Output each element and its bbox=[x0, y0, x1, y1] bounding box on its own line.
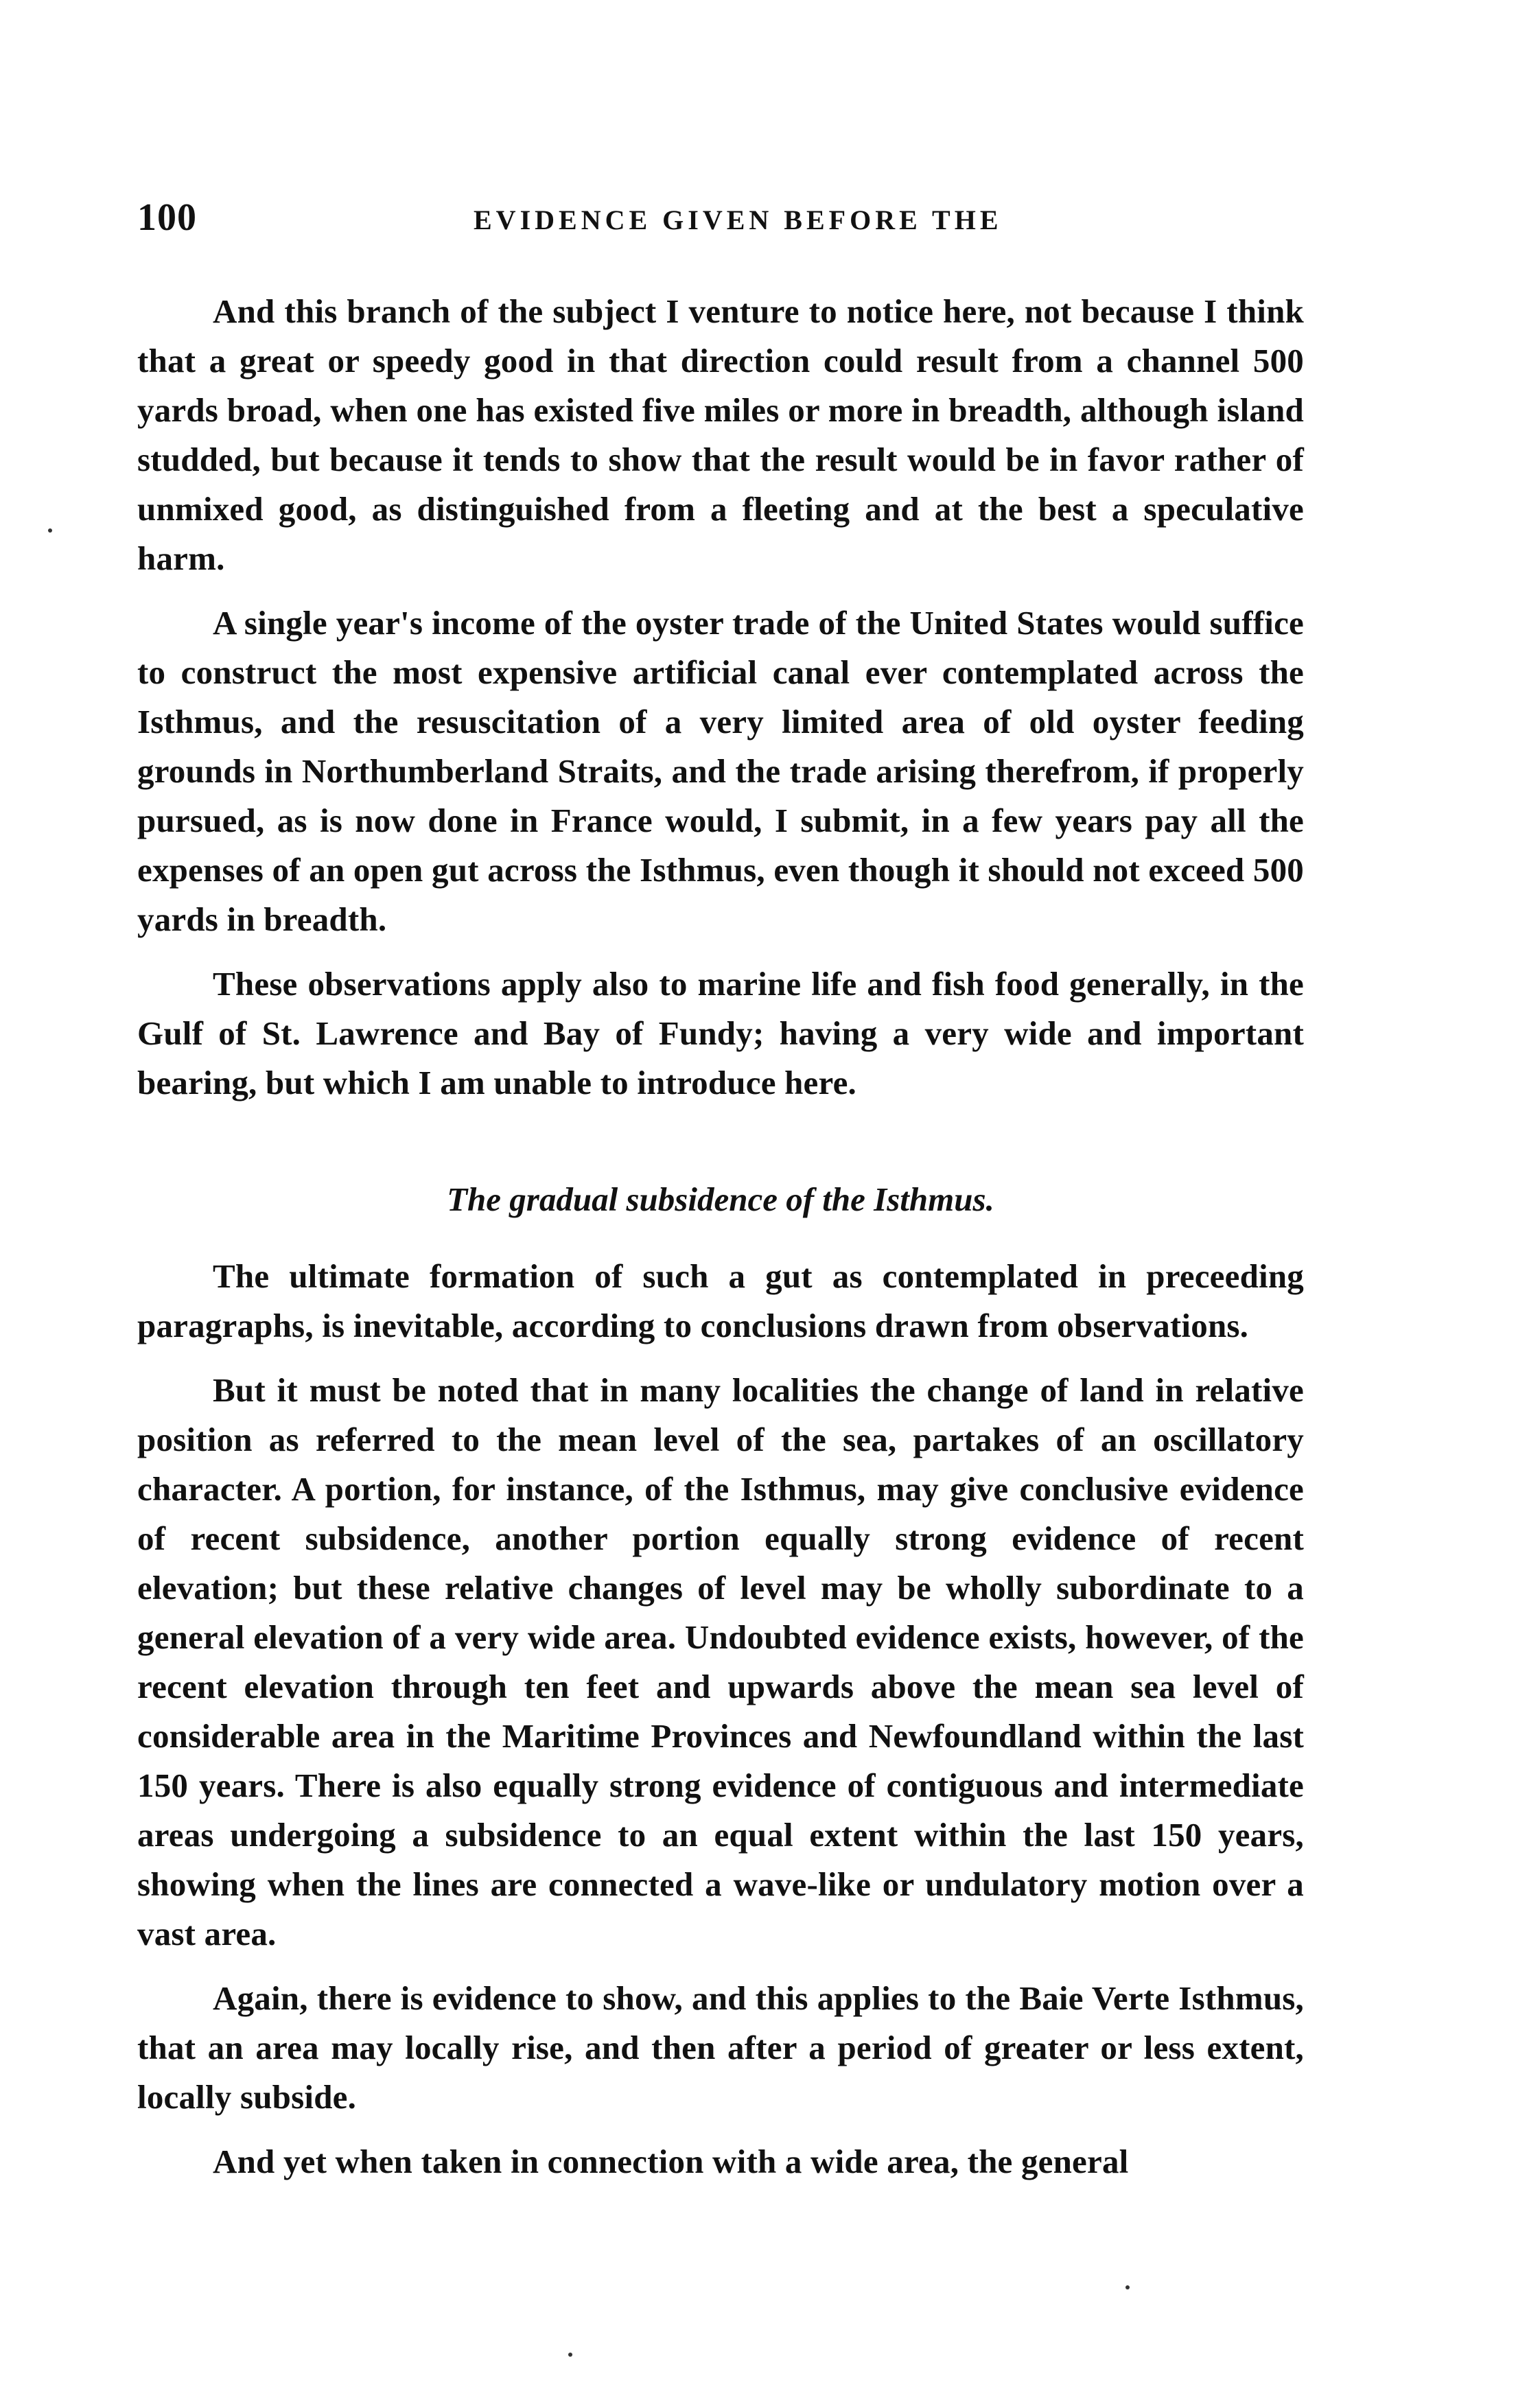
paragraph: A single year's income of the oyster trade of the United States would suffice to construct the most expensive artificial canal ever contemplated across the Isthmus, and the resuscitation of a very limited area of old oyster feeding grounds in Northumberland Straits, and the trade arising therefrom, if properly pursued, as is now done in France would, I submit, in a few years pay all the expenses of an open gut across the Isthmus, even though it should not exceed 500 yards in breadth. bbox=[137, 604, 1304, 938]
paper-speck bbox=[568, 2353, 572, 2357]
paragraph: The ultimate formation of such a gut as contemplated in preceeding paragraphs, is inevitable, according to conclusions drawn from observations. bbox=[137, 1257, 1304, 1344]
paragraph: And this branch of the subject I venture to notice here, not because I think that a great or speedy good in that direction could result from a channel 500 yards broad, when one has existed five miles or more in breadth, although island studded, but because it tends to show that the result would be in favor rather of unmixed good, as distinguished from a fleeting and at the best a speculative harm. bbox=[137, 292, 1304, 577]
page-number: 100 bbox=[137, 196, 197, 239]
paragraph: But it must be noted that in many localities the change of land in relative position as referred to the mean level of the sea, partakes of an oscillatory character. A portion, for instance, of the Isthmus, may give conclusive evidence of recent subsidence, another portion equally strong evidence of recent elevation; but these relative changes of level may be wholly subordinate to a general elevation of a very wide area. Undoubted evidence exists, however, of the recent elevation through ten feet and upwards above the mean sea level of considerable area in the Maritime Provinces and Newfoundland within the last 150 years. There is also equally strong evidence of contiguous and intermediate areas undergoing a subsidence to an equal extent within the last 150 years, showing when the lines are connected a wave-like or undulatory motion over a vast area. bbox=[137, 1371, 1304, 1952]
paper-speck bbox=[48, 528, 52, 533]
page-header bbox=[137, 196, 1304, 250]
body-text bbox=[137, 287, 1304, 2187]
paragraph: And yet when taken in connection with a wide area, the general bbox=[213, 2143, 1129, 2180]
paper-speck bbox=[1125, 2285, 1130, 2289]
running-head: EVIDENCE GIVEN BEFORE THE bbox=[474, 205, 1003, 235]
section-title: The gradual subsidence of the Isthmus. bbox=[447, 1180, 994, 1218]
paragraph: Again, there is evidence to show, and this applies to the Baie Verte Isthmus, that an area may locally rise, and then after a period of greater or less extent, locally subside. bbox=[137, 1979, 1304, 2116]
paragraph: These observations apply also to marine life and fish food generally, in the Gulf of St. Lawrence and Bay of Fundy; having a very wide and important bearing, but which I am unable to introduce here. bbox=[137, 965, 1304, 1101]
